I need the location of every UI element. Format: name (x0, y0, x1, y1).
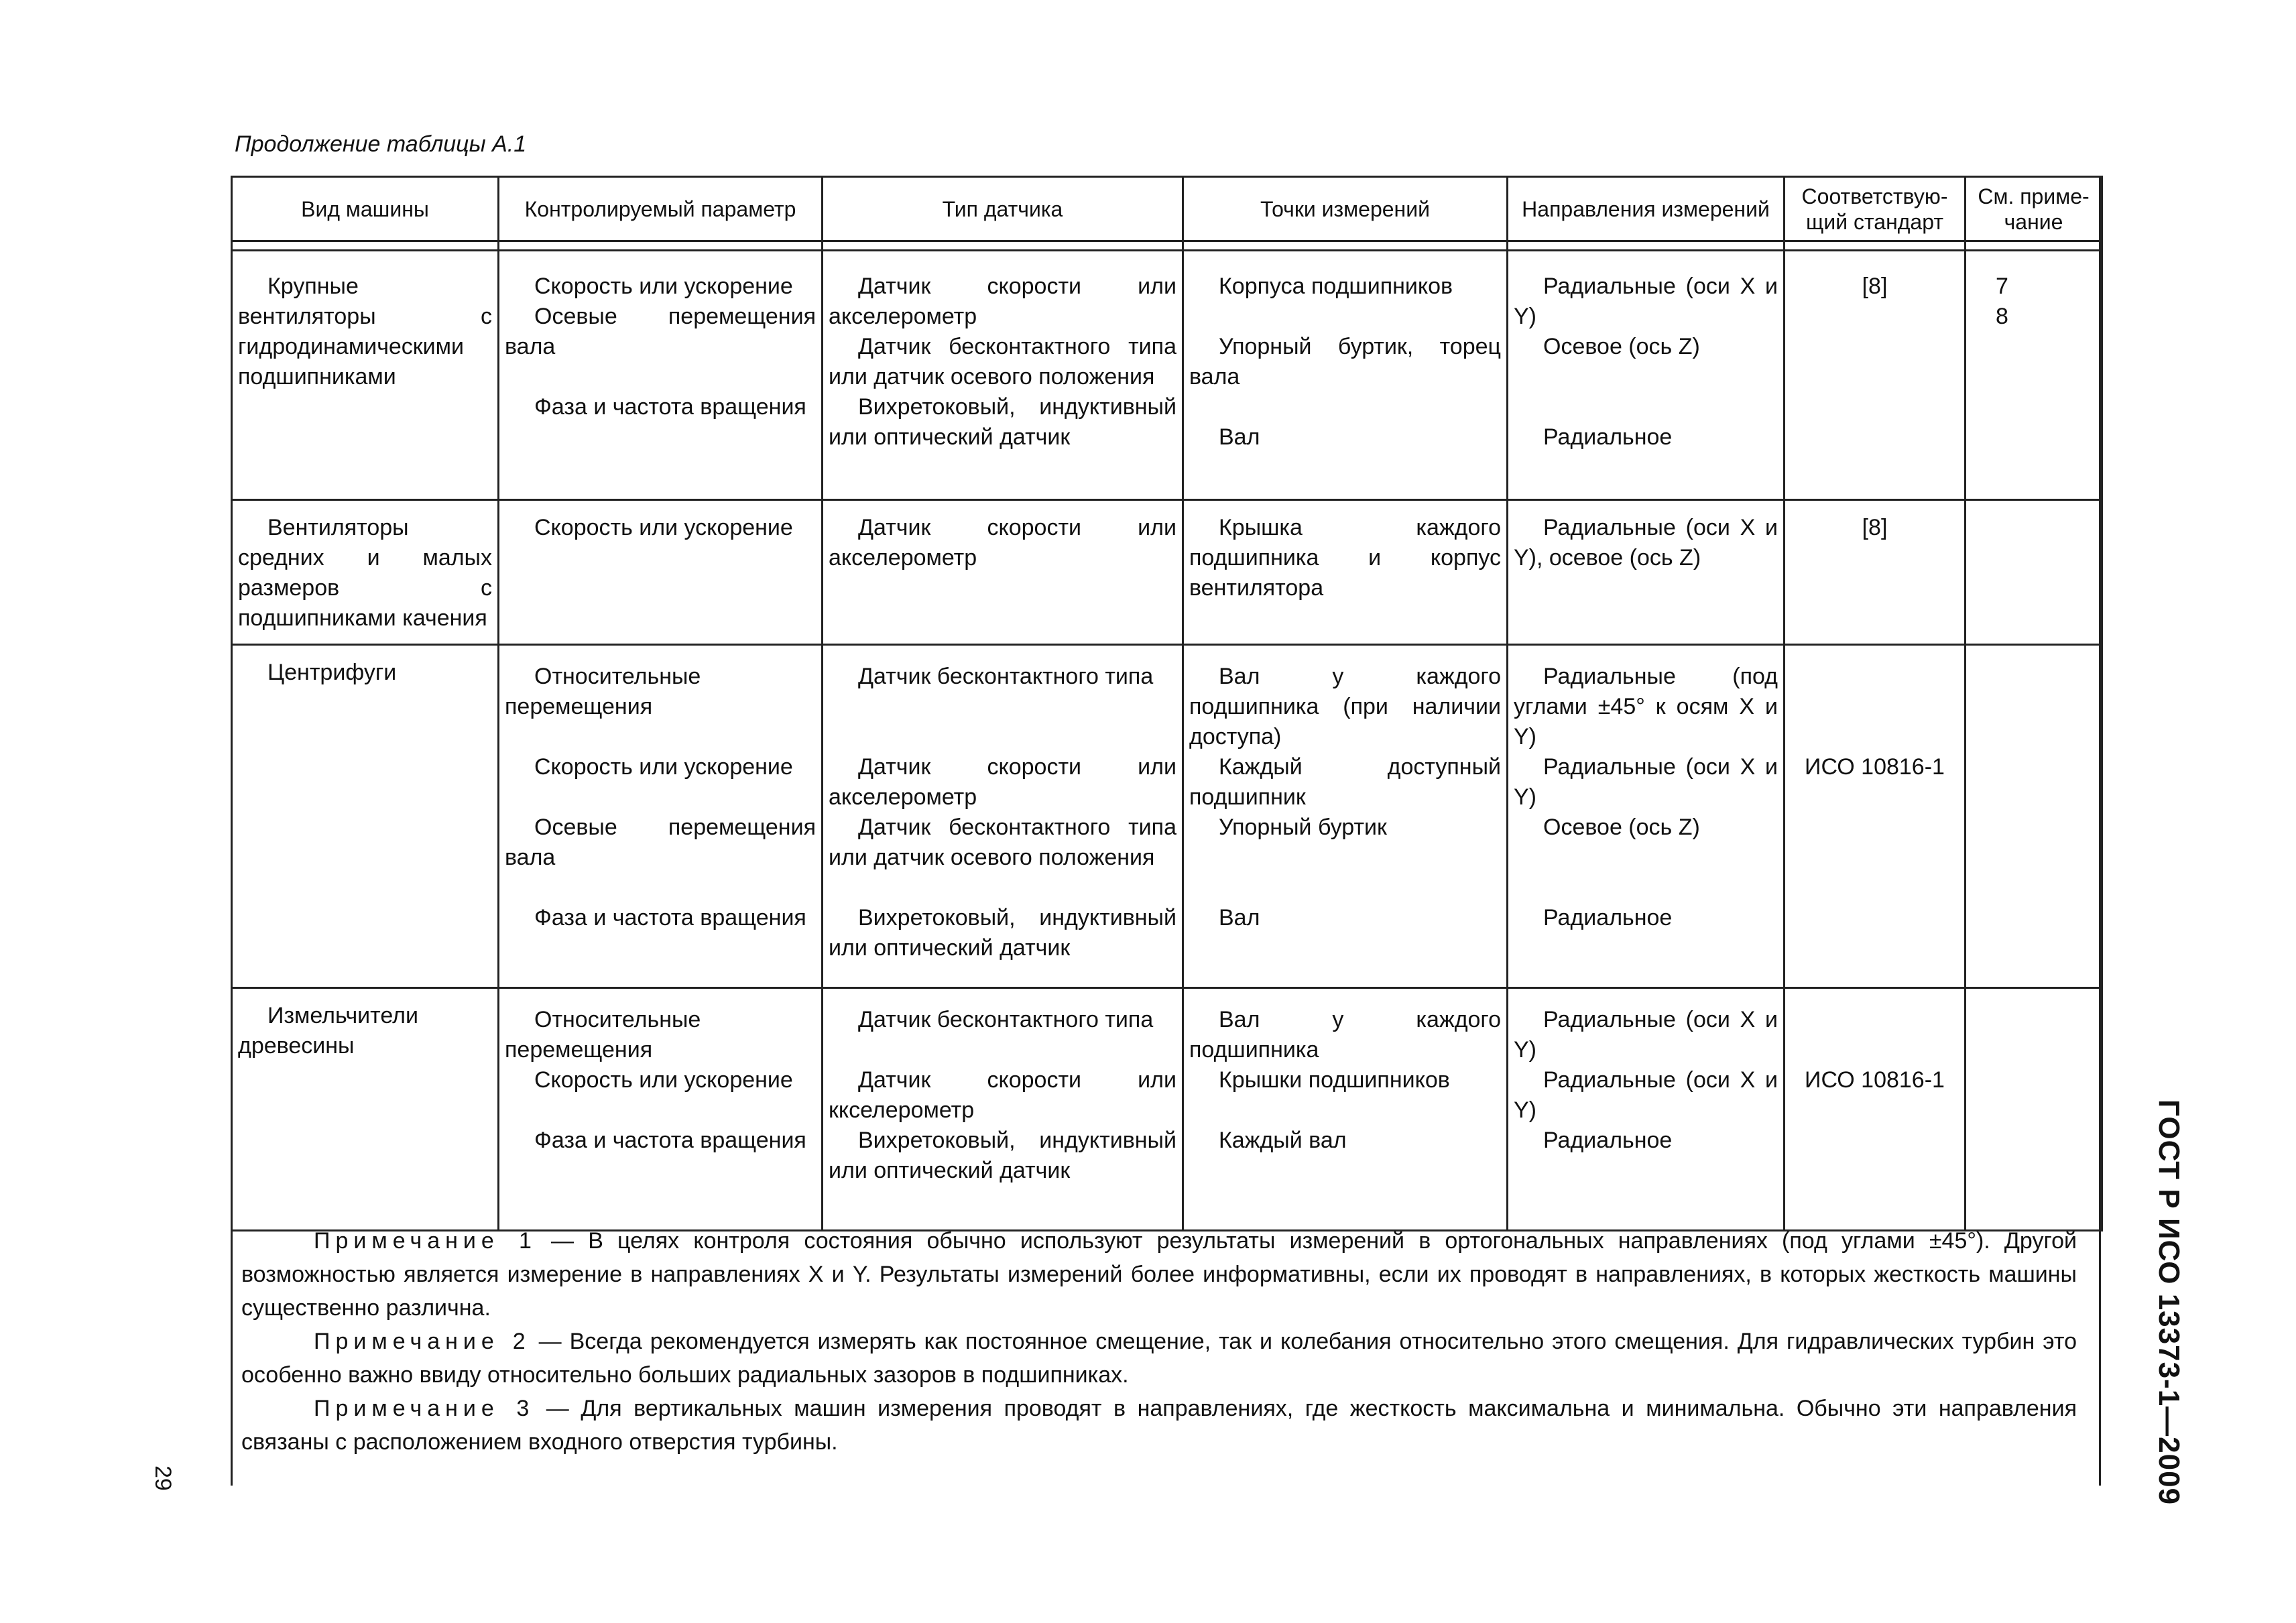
sensor-cell: Датчик скорости или ккселерометр (829, 1067, 1176, 1123)
standard-cell: [8] (1862, 515, 1888, 540)
point-cell: Вал у каждого подшипника (1189, 1007, 1501, 1063)
note-text: — Всегда рекомендуется измерять как постоянное смещение, так и колебания относительно этого смещения. Для гидравлических турбин это особенно важно ввиду относительно больших радиальных зазоров в подшипниках. (241, 1329, 2077, 1388)
col-header: Вид машины (232, 177, 499, 241)
sensor-cell: Датчик скорости или акселерометр (829, 754, 1176, 810)
param-cell: Скорость или ускорение (534, 515, 793, 540)
param-cell: Относительные перемещения (505, 1007, 701, 1063)
direction-cell: Осевое (ось Z) (1543, 815, 1700, 840)
point-cell: Вал (1219, 424, 1260, 450)
sensor-cell: Датчик бесконтактного типа (858, 1007, 1154, 1032)
param-cell: Скорость или ускорение (534, 1067, 793, 1093)
col-header: Контролируемый параметр (499, 177, 823, 241)
table-row (232, 645, 2102, 988)
point-cell: Упорный буртик (1219, 815, 1387, 840)
direction-cell: Радиальное (1543, 905, 1673, 930)
param-cell: Фаза и частота вращения (534, 1128, 806, 1153)
point-cell: Каждый доступный подшипник (1189, 754, 1501, 810)
param-cell: Скорость или ускорение (534, 274, 793, 299)
standard-cell: ИСО 10816-1 (1805, 754, 1945, 780)
col-header: Точки измерений (1183, 177, 1508, 241)
note-text: — Для вертикальных машин измерения проводят в направлениях, где жесткость максимальна и минимальна. Обычно эти направления связаны с расположением входного отверстия турбины. (241, 1396, 2077, 1455)
direction-cell: Радиальные (оси X и Y) (1514, 754, 1778, 810)
notes-block (235, 1224, 2077, 1459)
table-row (232, 251, 2102, 500)
direction-cell: Радиальные (оси X и Y) (1514, 1007, 1778, 1063)
direction-cell: Осевое (ось Z) (1543, 334, 1700, 359)
table-row (232, 500, 2102, 645)
direction-cell: Радиальное (1543, 424, 1673, 450)
direction-cell: Радиальное (1543, 1128, 1673, 1153)
sensor-cell: Датчик бесконтактного типа или датчик осевого положения (829, 334, 1176, 389)
table-caption: Продолжение таблицы А.1 (235, 131, 527, 157)
note-paragraph (241, 1325, 2077, 1392)
col-header: Соответствую-щий стандарт (1785, 177, 1966, 241)
col-header: Направления измерений (1508, 177, 1785, 241)
note-ref: 8 (1996, 304, 2008, 329)
col-header: Тип датчика (823, 177, 1183, 241)
param-cell: Осевые перемещения вала (505, 304, 816, 359)
point-cell: Корпуса подшипников (1219, 274, 1453, 299)
note-text: — В целях контроля состояния обычно используют результаты измерений в ортогональных направлениях (под углами ±45°). Другой возможностью является измерение в направлениях X и Y. Результаты измерений более информативны, если их проводят в направлениях, в которых жесткость машины существенно различна. (241, 1228, 2077, 1321)
point-cell: Вал (1219, 905, 1260, 930)
direction-cell: Радиальные (оси X и Y) (1514, 1067, 1778, 1123)
sensor-cell: Вихретоковый, индуктивный или оптический датчик (829, 394, 1176, 450)
sensor-cell: Датчик скорости или акселерометр (829, 274, 1176, 329)
standard-cell: ИСО 10816-1 (1805, 1067, 1945, 1093)
point-cell: Вал у каждого подшипника (при наличии доступа) (1189, 664, 1501, 749)
sensor-cell: Датчик скорости или акселерометр (829, 515, 1176, 570)
param-cell: Фаза и частота вращения (534, 905, 806, 930)
point-cell: Каждый вал (1219, 1128, 1347, 1153)
note-label: Примечание 2 (314, 1329, 531, 1354)
direction-cell: Радиальные (оси X и Y) (1514, 274, 1778, 329)
standard-cell: [8] (1862, 274, 1888, 299)
note-label: Примечание 1 (314, 1228, 537, 1254)
sensor-cell: Вихретоковый, индуктивный или оптический датчик (829, 905, 1176, 961)
note-ref: 7 (1996, 274, 2008, 299)
table-header-row (232, 177, 2102, 241)
param-cell: Фаза и частота вращения (534, 394, 806, 420)
machine-cell: Крупные вентиляторы с гидродинамическими подшипниками (238, 274, 492, 389)
col-header: См. приме-чание (1966, 177, 2102, 241)
point-cell: Крышка каждого подшипника и корпус вентилятора (1189, 515, 1501, 601)
page-number: 29 (150, 1465, 176, 1491)
note-label: Примечание 3 (314, 1396, 535, 1421)
machine-cell: Измельчители древесины (238, 1003, 418, 1059)
table-row (232, 988, 2102, 1231)
machine-cell: Центрифуги (267, 660, 397, 685)
direction-cell: Радиальные (под углами ±45° к осям X и Y) (1514, 664, 1778, 749)
measurement-table (231, 176, 2103, 1231)
point-cell: Крышки подшипников (1219, 1067, 1450, 1093)
param-cell: Осевые перемещения вала (505, 815, 816, 870)
note-paragraph (241, 1392, 2077, 1459)
standard-identifier: ГОСТ Р ИСО 13373-1—2009 (2153, 1099, 2185, 1506)
sensor-cell: Датчик бесконтактного типа (858, 664, 1154, 689)
point-cell: Упорный буртик, торец вала (1189, 334, 1501, 389)
param-cell: Скорость или ускорение (534, 754, 793, 780)
param-cell: Относительные перемещения (505, 664, 701, 719)
sensor-cell: Вихретоковый, индуктивный или оптический датчик (829, 1128, 1176, 1183)
direction-cell: Радиальные (оси X и Y), осевое (ось Z) (1514, 515, 1778, 570)
machine-cell: Вентиляторы средних и малых размеров с подшипниками качения (238, 515, 492, 631)
sensor-cell: Датчик бесконтактного типа или датчик осевого положения (829, 815, 1176, 870)
note-paragraph (241, 1224, 2077, 1325)
